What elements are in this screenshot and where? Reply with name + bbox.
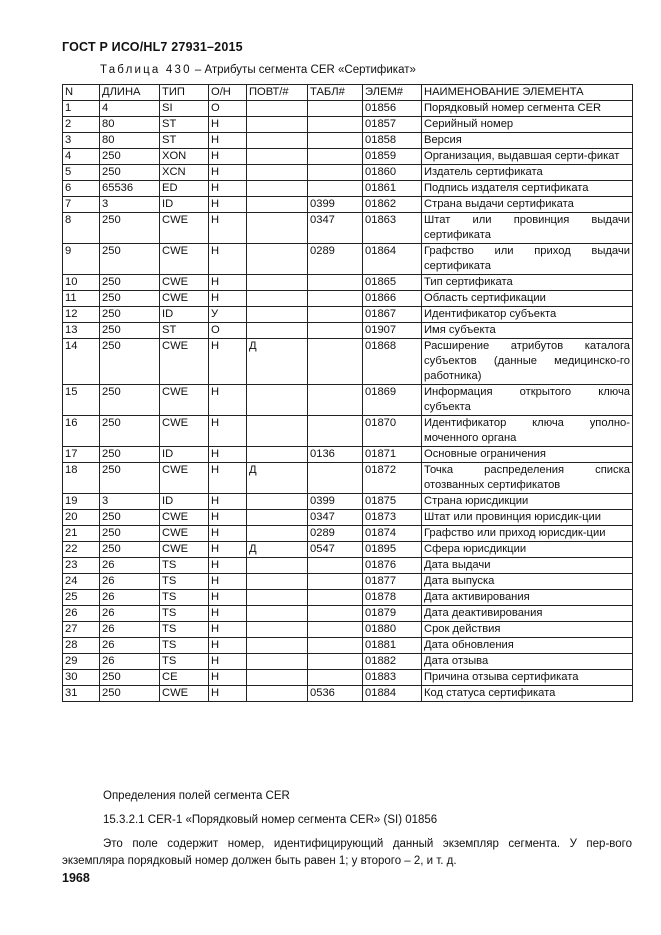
table-cell: 80 <box>100 117 160 133</box>
table-row <box>63 323 633 339</box>
table-cell: Н <box>209 542 247 558</box>
table-cell: 250 <box>100 670 160 686</box>
table-cell: 0399 <box>308 197 363 213</box>
table-cell: Дата отзыва <box>422 654 633 670</box>
table-cell: 250 <box>100 149 160 165</box>
table-cell: Основные ограничения <box>422 447 633 463</box>
table-cell: CWE <box>160 275 209 291</box>
table-cell: 22 <box>63 542 100 558</box>
table-cell: Н <box>209 291 247 307</box>
table-cell: 01875 <box>363 494 422 510</box>
table-cell <box>308 149 363 165</box>
table-cell: 01864 <box>363 244 422 275</box>
table-cell: Дата выпуска <box>422 574 633 590</box>
table-cell: Н <box>209 463 247 494</box>
table-cell: Страна выдачи сертификата <box>422 197 633 213</box>
table-cell: 01877 <box>363 574 422 590</box>
table-caption-text: – Атрибуты сегмента CER «Сертификат» <box>191 64 416 76</box>
table-row <box>63 117 633 133</box>
table-cell: 0289 <box>308 526 363 542</box>
table-cell: 0399 <box>308 494 363 510</box>
table-cell: 29 <box>63 654 100 670</box>
table-row <box>63 686 633 702</box>
table-cell <box>247 590 308 606</box>
table-cell: Н <box>209 590 247 606</box>
table-cell: Н <box>209 447 247 463</box>
table-cell: 26 <box>63 606 100 622</box>
table-cell: 250 <box>100 244 160 275</box>
table-cell: 250 <box>100 385 160 416</box>
table-cell: CWE <box>160 416 209 447</box>
table-row <box>63 385 633 416</box>
table-cell: 3 <box>100 197 160 213</box>
table-cell: 01865 <box>363 275 422 291</box>
table-cell <box>247 291 308 307</box>
table-cell: 6 <box>63 181 100 197</box>
table-cell: 01870 <box>363 416 422 447</box>
table-cell: Штат или провинция выдачи сертификата <box>422 213 633 244</box>
table-cell: 26 <box>100 622 160 638</box>
table-cell: 01874 <box>363 526 422 542</box>
table-cell: Серийный номер <box>422 117 633 133</box>
table-cell <box>247 638 308 654</box>
table-cell <box>247 526 308 542</box>
table-cell: Подпись издателя сертификата <box>422 181 633 197</box>
table-row <box>63 654 633 670</box>
table-cell <box>247 117 308 133</box>
table-cell: Н <box>209 149 247 165</box>
table-cell <box>247 416 308 447</box>
table-cell <box>308 181 363 197</box>
table-cell <box>247 510 308 526</box>
table-cell: Н <box>209 385 247 416</box>
table-cell: 250 <box>100 323 160 339</box>
table-cell: 0347 <box>308 213 363 244</box>
table-cell: 15 <box>63 385 100 416</box>
attributes-table <box>62 84 633 702</box>
table-cell <box>308 133 363 149</box>
column-header: ТИП <box>160 85 209 101</box>
table-cell: 26 <box>100 558 160 574</box>
table-cell: Н <box>209 558 247 574</box>
table-cell <box>308 558 363 574</box>
table-cell: ED <box>160 181 209 197</box>
table-cell: 1 <box>63 101 100 117</box>
table-cell: 250 <box>100 447 160 463</box>
table-cell: 30 <box>63 670 100 686</box>
table-cell: 01857 <box>363 117 422 133</box>
table-cell <box>247 149 308 165</box>
table-cell <box>308 339 363 385</box>
table-row <box>63 165 633 181</box>
table-cell: Д <box>247 542 308 558</box>
table-cell: 31 <box>63 686 100 702</box>
table-cell: Н <box>209 213 247 244</box>
document-header: ГОСТ Р ИСО/HL7 27931–2015 <box>62 40 243 54</box>
table-cell: 24 <box>63 574 100 590</box>
table-cell: ST <box>160 323 209 339</box>
table-cell: Н <box>209 638 247 654</box>
table-cell: 0536 <box>308 686 363 702</box>
table-row <box>63 275 633 291</box>
table-cell: 01871 <box>363 447 422 463</box>
table-row <box>63 558 633 574</box>
table-cell <box>308 416 363 447</box>
table-cell <box>308 590 363 606</box>
field-heading: 15.3.2.1 CER-1 «Порядковый номер сегмента CER» (SI) 01856 <box>103 814 438 826</box>
column-header: ТАБЛ# <box>308 85 363 101</box>
table-row <box>63 606 633 622</box>
table-cell: 01868 <box>363 339 422 385</box>
table-cell: CWE <box>160 686 209 702</box>
table-cell: 01881 <box>363 638 422 654</box>
table-cell: CWE <box>160 244 209 275</box>
table-cell: 01869 <box>363 385 422 416</box>
table-row <box>63 416 633 447</box>
table-row <box>63 181 633 197</box>
table-cell <box>247 133 308 149</box>
table-row <box>63 590 633 606</box>
table-cell: ST <box>160 117 209 133</box>
table-cell: 01858 <box>363 133 422 149</box>
table-row <box>63 542 633 558</box>
table-cell: TS <box>160 590 209 606</box>
table-cell: TS <box>160 606 209 622</box>
table-cell <box>247 181 308 197</box>
table-cell: Дата обновления <box>422 638 633 654</box>
table-cell <box>247 574 308 590</box>
table-cell <box>247 385 308 416</box>
table-row <box>63 526 633 542</box>
table-row <box>63 670 633 686</box>
table-cell: 26 <box>100 574 160 590</box>
table-cell: Н <box>209 494 247 510</box>
table-cell: Порядковый номер сегмента CER <box>422 101 633 117</box>
table-cell: Сфера юрисдикции <box>422 542 633 558</box>
table-cell: 5 <box>63 165 100 181</box>
table-cell: Н <box>209 416 247 447</box>
table-cell: 01863 <box>363 213 422 244</box>
table-row <box>63 149 633 165</box>
table-cell: ID <box>160 307 209 323</box>
table-cell: 01860 <box>363 165 422 181</box>
table-cell: 23 <box>63 558 100 574</box>
table-cell: 250 <box>100 416 160 447</box>
table-cell: 01866 <box>363 291 422 307</box>
page-number: 1968 <box>62 871 90 885</box>
table-cell <box>247 654 308 670</box>
table-cell: TS <box>160 558 209 574</box>
table-cell: 01876 <box>363 558 422 574</box>
table-cell: CWE <box>160 339 209 385</box>
table-cell <box>308 291 363 307</box>
table-cell: CWE <box>160 510 209 526</box>
table-cell: 01859 <box>363 149 422 165</box>
table-cell: 250 <box>100 291 160 307</box>
table-cell: 9 <box>63 244 100 275</box>
column-header: О/Н <box>209 85 247 101</box>
table-row <box>63 133 633 149</box>
table-cell: 19 <box>63 494 100 510</box>
table-cell: Н <box>209 181 247 197</box>
table-cell: XON <box>160 149 209 165</box>
table-cell: 17 <box>63 447 100 463</box>
table-cell <box>308 463 363 494</box>
table-cell: Область сертификации <box>422 291 633 307</box>
table-cell: Н <box>209 622 247 638</box>
table-cell: 01867 <box>363 307 422 323</box>
table-cell <box>308 307 363 323</box>
table-cell: 01907 <box>363 323 422 339</box>
table-cell: 16 <box>63 416 100 447</box>
table-cell: Срок действия <box>422 622 633 638</box>
table-cell <box>247 244 308 275</box>
table-cell: Н <box>209 526 247 542</box>
table-cell: 250 <box>100 339 160 385</box>
table-cell: Н <box>209 197 247 213</box>
table-cell: 250 <box>100 463 160 494</box>
table-cell: 250 <box>100 510 160 526</box>
table-cell: 01856 <box>363 101 422 117</box>
table-cell: 0347 <box>308 510 363 526</box>
table-cell: Н <box>209 133 247 149</box>
table-cell: 3 <box>100 494 160 510</box>
table-cell: 01882 <box>363 654 422 670</box>
table-cell: Имя субъекта <box>422 323 633 339</box>
table-cell: Н <box>209 244 247 275</box>
table-cell: TS <box>160 654 209 670</box>
table-cell: 250 <box>100 542 160 558</box>
table-cell: 7 <box>63 197 100 213</box>
table-row <box>63 339 633 385</box>
table-cell: 28 <box>63 638 100 654</box>
table-cell: 01872 <box>363 463 422 494</box>
table-cell: Н <box>209 339 247 385</box>
table-row <box>63 574 633 590</box>
table-cell: Н <box>209 117 247 133</box>
column-header: НАИМЕНОВАНИЕ ЭЛЕМЕНТА <box>422 85 633 101</box>
table-cell: Д <box>247 339 308 385</box>
table-cell <box>308 574 363 590</box>
table-cell: 250 <box>100 307 160 323</box>
table-cell: О <box>209 323 247 339</box>
table-cell: Издатель сертификата <box>422 165 633 181</box>
column-header: ДЛИНА <box>100 85 160 101</box>
table-cell: Н <box>209 574 247 590</box>
table-cell: 3 <box>63 133 100 149</box>
table-cell: 250 <box>100 526 160 542</box>
table-cell: Информация открытого ключа субъекта <box>422 385 633 416</box>
table-cell <box>247 606 308 622</box>
table-cell: 12 <box>63 307 100 323</box>
table-cell <box>247 670 308 686</box>
table-cell: 2 <box>63 117 100 133</box>
table-body <box>63 101 633 702</box>
table-row <box>63 197 633 213</box>
table-row <box>63 244 633 275</box>
table-cell: 20 <box>63 510 100 526</box>
table-cell <box>308 117 363 133</box>
table-cell: 13 <box>63 323 100 339</box>
table-cell: 0136 <box>308 447 363 463</box>
table-cell: Д <box>247 463 308 494</box>
table-header-row <box>63 85 633 101</box>
table-cell: Организация, выдавшая серти-фикат <box>422 149 633 165</box>
table-cell: Н <box>209 686 247 702</box>
table-cell: CE <box>160 670 209 686</box>
table-cell: TS <box>160 638 209 654</box>
table-cell: Н <box>209 510 247 526</box>
table-cell <box>308 101 363 117</box>
table-cell <box>308 622 363 638</box>
table-cell: TS <box>160 622 209 638</box>
table-cell: О <box>209 101 247 117</box>
table-cell: Н <box>209 275 247 291</box>
table-cell: 01861 <box>363 181 422 197</box>
definitions-heading: Определения полей сегмента CER <box>103 790 290 802</box>
table-cell: Идентификатор субъекта <box>422 307 633 323</box>
table-cell: Графство или приход выдачи сертификата <box>422 244 633 275</box>
table-row <box>63 291 633 307</box>
table-caption <box>100 64 416 76</box>
table-cell: 8 <box>63 213 100 244</box>
table-cell: ST <box>160 133 209 149</box>
table-cell: Н <box>209 670 247 686</box>
table-cell: CWE <box>160 463 209 494</box>
table-cell <box>247 494 308 510</box>
table-cell: 01878 <box>363 590 422 606</box>
table-cell <box>247 275 308 291</box>
table-cell: У <box>209 307 247 323</box>
table-cell: ID <box>160 447 209 463</box>
table-cell: 26 <box>100 590 160 606</box>
table-cell <box>247 622 308 638</box>
table-cell: 11 <box>63 291 100 307</box>
table-cell: 01895 <box>363 542 422 558</box>
table-cell: Дата выдачи <box>422 558 633 574</box>
table-cell: 01879 <box>363 606 422 622</box>
column-header: ЭЛЕМ# <box>363 85 422 101</box>
table-cell: Идентификатор ключа уполно-моченного органа <box>422 416 633 447</box>
table-row <box>63 447 633 463</box>
table-cell: Причина отзыва сертификата <box>422 670 633 686</box>
table-cell: 0289 <box>308 244 363 275</box>
table-cell: Н <box>209 654 247 670</box>
column-header: N <box>63 85 100 101</box>
table-cell <box>308 165 363 181</box>
table-cell <box>247 197 308 213</box>
table-row <box>63 638 633 654</box>
table-cell: CWE <box>160 385 209 416</box>
table-cell: 10 <box>63 275 100 291</box>
table-cell <box>247 558 308 574</box>
table-cell: 27 <box>63 622 100 638</box>
table-row <box>63 463 633 494</box>
table-cell <box>308 638 363 654</box>
table-cell <box>308 654 363 670</box>
table-cell: 01883 <box>363 670 422 686</box>
table-cell: Версия <box>422 133 633 149</box>
table-cell <box>308 606 363 622</box>
table-cell: 4 <box>63 149 100 165</box>
table-cell: 21 <box>63 526 100 542</box>
table-cell: Тип сертификата <box>422 275 633 291</box>
table-cell: ID <box>160 197 209 213</box>
table-cell: 250 <box>100 275 160 291</box>
table-row <box>63 307 633 323</box>
table-cell: CWE <box>160 526 209 542</box>
column-header: ПОВТ/# <box>247 85 308 101</box>
table-cell: 18 <box>63 463 100 494</box>
table-row <box>63 494 633 510</box>
table-cell: Дата активирования <box>422 590 633 606</box>
table-cell: 26 <box>100 606 160 622</box>
table-cell <box>247 307 308 323</box>
field-description: Это поле содержит номер, идентифицирующий данный экземпляр сегмента. У пер-вого экземпляра порядковый номер должен быть равен 1; у второго – 2, и т. д. <box>62 838 632 867</box>
table-cell: 80 <box>100 133 160 149</box>
table-caption-label: Таблица 430 <box>100 64 192 76</box>
table-cell: 01862 <box>363 197 422 213</box>
table-cell <box>247 323 308 339</box>
table-cell: CWE <box>160 542 209 558</box>
table-cell: 25 <box>63 590 100 606</box>
table-cell: Код статуса сертификата <box>422 686 633 702</box>
table-cell <box>247 447 308 463</box>
table-cell <box>308 385 363 416</box>
table-cell: Н <box>209 606 247 622</box>
table-row <box>63 510 633 526</box>
table-cell <box>247 165 308 181</box>
table-cell: 26 <box>100 654 160 670</box>
table-cell: SI <box>160 101 209 117</box>
table-cell <box>308 323 363 339</box>
table-row <box>63 622 633 638</box>
table-cell: 01884 <box>363 686 422 702</box>
table-row <box>63 101 633 117</box>
table-cell: TS <box>160 574 209 590</box>
table-cell: XCN <box>160 165 209 181</box>
table-cell: 250 <box>100 213 160 244</box>
table-cell: CWE <box>160 291 209 307</box>
table-cell: 01873 <box>363 510 422 526</box>
table-cell: Штат или провинция юрисдик-ции <box>422 510 633 526</box>
table-cell: Страна юрисдикции <box>422 494 633 510</box>
table-cell <box>308 275 363 291</box>
table-cell: Графство или приход юрисдик-ции <box>422 526 633 542</box>
table-cell: Точка распределения списка отозванных сертификатов <box>422 463 633 494</box>
table-cell: 250 <box>100 165 160 181</box>
table-cell: 65536 <box>100 181 160 197</box>
table-cell: 14 <box>63 339 100 385</box>
table-cell <box>247 213 308 244</box>
table-cell: 01880 <box>363 622 422 638</box>
table-cell: 0547 <box>308 542 363 558</box>
table-cell: 4 <box>100 101 160 117</box>
table-cell: ID <box>160 494 209 510</box>
table-cell: Н <box>209 165 247 181</box>
table-cell <box>308 670 363 686</box>
table-cell: CWE <box>160 213 209 244</box>
table-row <box>63 213 633 244</box>
table-cell: 26 <box>100 638 160 654</box>
table-cell: 250 <box>100 686 160 702</box>
table-cell <box>247 686 308 702</box>
table-cell: Дата деактивирования <box>422 606 633 622</box>
table-cell: Расширение атрибутов каталога субъектов (данные медицинско-го работника) <box>422 339 633 385</box>
table-cell <box>247 101 308 117</box>
